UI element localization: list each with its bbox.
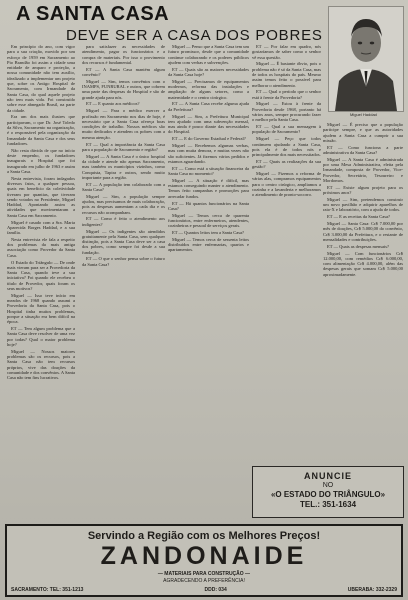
article-paragraph: O Estado do Triângulo — De onde mais vieram para ser a Provedoria da Santa Casa, quando teve a sua iniciativa? Foi quando ele recebeu o título de Provedor, quais foram os seus motivos? <box>7 259 75 292</box>
article-paragraph: ET — A Santa Casa mantém algum convênio? <box>82 66 165 77</box>
article-paragraph: ET — Como funciona a parte administrativa da Santa Casa? <box>323 144 403 155</box>
article-paragraph: Miguel — A Santa Casa é administrada por uma Mesa Administrativa, eleita pela Irmandade, composta de Provedor, Vice-Provedor, Secretário, Tesoureiro e Mordomos. <box>323 156 403 183</box>
article-paragraph: ET — Por falar em quadro, nós gostaríamos de saber como o senhor vê essa questão. <box>252 44 321 60</box>
article-paragraph: Miguel — Sim, a Prefeitura Municipal tem ajudado com uma subvenção mensal, mas ainda é pouco diante das necessidades do Hospital. <box>168 113 249 135</box>
article-paragraph: Miguel — Sim, a população sempre ajudou, mas precisamos de mais colaboração, pois as despesas aumentam a cada dia e os recursos não acompanham. <box>82 193 165 215</box>
article-paragraph: Miguel — Sim, temos convênios com o INAMPS, FUNRURAL e outros, que cobrem uma parte das despesas do Hospital e são de grande ajuda para nós. <box>82 78 165 100</box>
article-paragraph: Miguel é casado com a Sra. Maria Aparecida Borges Haddad, e a sua família. <box>7 219 75 236</box>
advertise-box <box>252 466 404 518</box>
article-paragraph: Miguel — Nossos maiores problemas são os recursos, pois a Santa Casa não tem recursos próprios, vive das doações da comunidade e dos convênios. A Santa Casa não tem fins lucrativos. <box>7 348 75 381</box>
article-column-2 <box>82 44 165 524</box>
article-column-5 <box>323 122 403 524</box>
article-paragraph: Não resta dúvida de que no início deste empenho, os fundadores inaugurais o Hospital que foi inaugurado em julho de 1963 e assim a Santa Casa. <box>7 147 75 174</box>
article-paragraph: Miguel — É bastante óbvio, pois o problema não é só da Santa Casa, mas de todos os hospitais do país. Mesmo assim temos feito o possível para melhorar o atendimento. <box>252 61 321 88</box>
article-paragraph: Nesta entrevista, foram indagados diversos fatos, a qualquer pessoa, quais em benefício da coletividade tiveram por quantias, que tiveram sendo votados no Presidente, Miguel Haddad, Apontando assim as atividades que movimentaram a Santa Casa em Sacramento. <box>7 175 75 218</box>
article-paragraph: Miguel — Estou à frente da Provedoria desde 1968, portanto há vários anos, sempre procurando fazer o melhor pela Santa Casa. <box>252 101 321 123</box>
article-paragraph: Miguel — Peço que todos continuem ajudando a Santa Casa, pois ela é de todos nós e principalmente dos mais necessitados. <box>252 136 321 158</box>
article-paragraph: ET — Como é feito o atendimento aos indigentes? <box>82 216 165 227</box>
article-paragraph: ET — Tem algum problema que a Santa Casa deve resolver de uma vez por todas? Qual o maior problema hoje? <box>7 326 75 348</box>
article-paragraph: ET — E quanto aos médicos? <box>86 101 140 107</box>
ad-subtitle: — MATERIAIS PARA CONSTRUÇÃO — <box>157 571 251 577</box>
photo-caption: Miguel Haddad <box>350 112 377 117</box>
article-paragraph: ET — O que o senhor pensa sobre o futuro da Santa Casa? <box>82 256 165 267</box>
article-column-1 <box>7 44 75 524</box>
advertise-title: ANUNCIE <box>303 471 352 481</box>
article-paragraph: Miguel — Temos cerca de quarenta funcionários, entre enfermeiros, atendentes, cozinheiras e pessoal de serviços gerais. <box>168 212 249 229</box>
article-paragraph: ET — E do Governo Estadual e Federal? <box>172 136 246 142</box>
article-paragraph: Miguel — É preciso que a população participe sempre, e que as autoridades ajudem a Santa Casa a cumprir a sua missão. <box>323 122 403 143</box>
portrait-photo <box>328 6 404 112</box>
article-paragraph: ET — Qual a sua mensagem à população de Sacramento? <box>252 124 321 135</box>
article-paragraph: Em princípio do ano, com vigor para a sua criação, movido por um esforço de 1959 em Sacramento ao Pio Brandão foi assim a cidade uma entidade de amparo e proteção, a nossa comunidade não tem auxílio, idealizado a implementar um projeto que, sobre os Antigo Hospital de Sacramento, com Irmandade da Santa Casa, do qual aquele projeto não tem mais vida. Foi construído sobre esse abnegado Brasil, na parte da cidade. <box>7 44 75 113</box>
article-paragraph: Miguel — Isso teve início em meados de 1968 quando assumi a Provedoria da Santa Casa, pois o Hospital tinha muitos problemas, porque a situação era bem difícil na época. <box>7 292 75 325</box>
article-paragraph: Miguel — Temos cerca de sessenta leitos distribuídos entre enfermarias, quartos e apartamentos. <box>168 236 249 253</box>
advertise-newspaper: «O ESTADO DO TRIÂNGULO» <box>270 490 386 499</box>
ad-tagline: AGRADECENDO A PREFERÊNCIA! <box>163 578 245 584</box>
article-paragraph: ET — Como está a situação financeira da Santa Casa no momento? <box>168 165 249 177</box>
article-paragraph: ET — A Santa Casa recebe alguma ajuda da Prefeitura? <box>168 101 249 112</box>
article-paragraph: ET — Quais são as maiores necessidades da Santa Casa hoje? <box>168 66 249 77</box>
article-paragraph: Miguel — Os indigentes são atendidos gratuitamente pela Santa Casa, sem qualquer distinção, pois a Santa Casa deve ser a casa dos pobres, como sempre foi desde a sua fundação. <box>82 228 165 255</box>
article-paragraph: para satisfazer as necessidades de atendimento, pagar os funcionários e a compra de materiais. Por isso o provimento dos recursos é fundamental. <box>82 44 165 65</box>
ad-phone-sacramento: SACRAMENTO: TEL: 351-1213 <box>11 587 84 593</box>
ad-brand: ZANDONAIDE <box>100 542 308 570</box>
ad-ddd: DDD: 034 <box>204 587 227 593</box>
article-paragraph: Era um dos mais ilustres que participavam, o que Dr. José Toledo da Silva, Sacramento na organização, é o responsável pela organização da Irmandade da Santa Casa e dos seus fundadores. <box>7 114 75 146</box>
article-paragraph: Nesta entrevista ele fala a respeito dos problemas da mais antiga associação como Provedor da Santa Casa. <box>7 236 75 258</box>
article-paragraph: ET — Qual a importância da Santa Casa para a população de Sacramento e região? <box>82 141 165 152</box>
article-paragraph: ET — Qual o período que o senhor está à frente da Provedoria? <box>252 89 321 100</box>
article-paragraph: Miguel — Sim, pretendemos construir um novo pavilhão e adquirir aparelhos de raio-X e laboratório, com a ajuda de todos. <box>323 196 403 213</box>
article-paragraph: ET — Há quantos funcionários na Santa Casa? <box>168 200 249 211</box>
article-paragraph: Miguel — Penso que a Santa Casa tem um futuro promissor, desde que a comunidade continue colaborando e os poderes públicos ajudem com verbas e subvenções. <box>168 44 249 65</box>
article-paragraph: Miguel — Precisamos de equipamentos modernos, reforma das instalações e ampliação de alguns setores, como a maternidade e o centro cirúrgico. <box>168 78 249 100</box>
article-paragraph: ET — Quantos leitos tem a Santa Casa? <box>172 230 245 235</box>
article-paragraph: Miguel — Para o médico exercer a profissão em Sacramento nos dias de hoje, é necessário que a Santa Casa ofereça boas condições de trabalho. Nossos médicos são muito dedicados e atendem os pobres com a mesma atenção. <box>82 108 165 140</box>
zandonaide-advertisement <box>5 524 403 597</box>
article-paragraph: Miguel — Santa Casa: Cr$ 7.000,00 por mês de doações, Cr$ 5.000,00 do convênio, Cr$ 3.000,00 da Prefeitura, e o restante de mensalidades e contribuições. <box>323 221 403 242</box>
article-paragraph: ET — Existe algum projeto para os próximos anos? <box>323 184 403 196</box>
headline: A SANTA CASA <box>16 3 169 25</box>
article-paragraph: Miguel — A situação é difícil, mas estamos conseguindo manter o atendimento. Temos feito campanhas e promoções para arrecadar fundos. <box>168 177 249 199</box>
article-paragraph: ET — A população tem colaborado com a Santa Casa? <box>82 181 165 192</box>
ad-phone-uberaba: UBERABA: 332-2329 <box>347 587 397 593</box>
article-column-3 <box>168 44 249 524</box>
ad-footer <box>11 587 397 593</box>
article-paragraph: Miguel — A Santa Casa é o único hospital da cidade e atende não apenas Sacramento, mas também os municípios vizinhos, como Conquista, Tapira e outros, sendo muito importante para a região. <box>82 153 165 180</box>
article-column-4 <box>252 44 321 524</box>
article-paragraph: ET — E as receitas da Santa Casa? <box>327 214 391 220</box>
article-paragraph: ET — Quais as realizações da sua gestão? <box>252 158 321 170</box>
advertise-no: NO <box>322 482 334 489</box>
article-paragraph: Miguel — Recebemos algumas verbas, mas com muita demora, e muitas vezes não são suficientes. Já fizemos vários pedidos e estamos aguardando. <box>168 143 249 164</box>
ad-slogan: Servindo a Região com os Melhores Preços! <box>87 530 321 542</box>
article-paragraph: ET — Quais as despesas mensais? <box>327 243 390 249</box>
advertise-phone: TEL.: 351-1634 <box>299 500 357 509</box>
article-paragraph: Miguel — Com funcionários Cr$ 12.000,00, com remédios Cr$ 6.000,00, com alimentação Cr$ 4.000,00, além das despesas gerais que somam Cr$ 5.000,00 aproximadamente. <box>323 250 403 277</box>
subheadline: DEVE SER A CASA DOS POBRES <box>66 27 323 44</box>
article-paragraph: Miguel — Fizemos a reforma de várias alas, compramos equipamentos para o centro cirúrgico, ampliamos a cozinha e a lavanderia e melhoramos o atendimento de pronto-socorro. <box>252 171 321 198</box>
